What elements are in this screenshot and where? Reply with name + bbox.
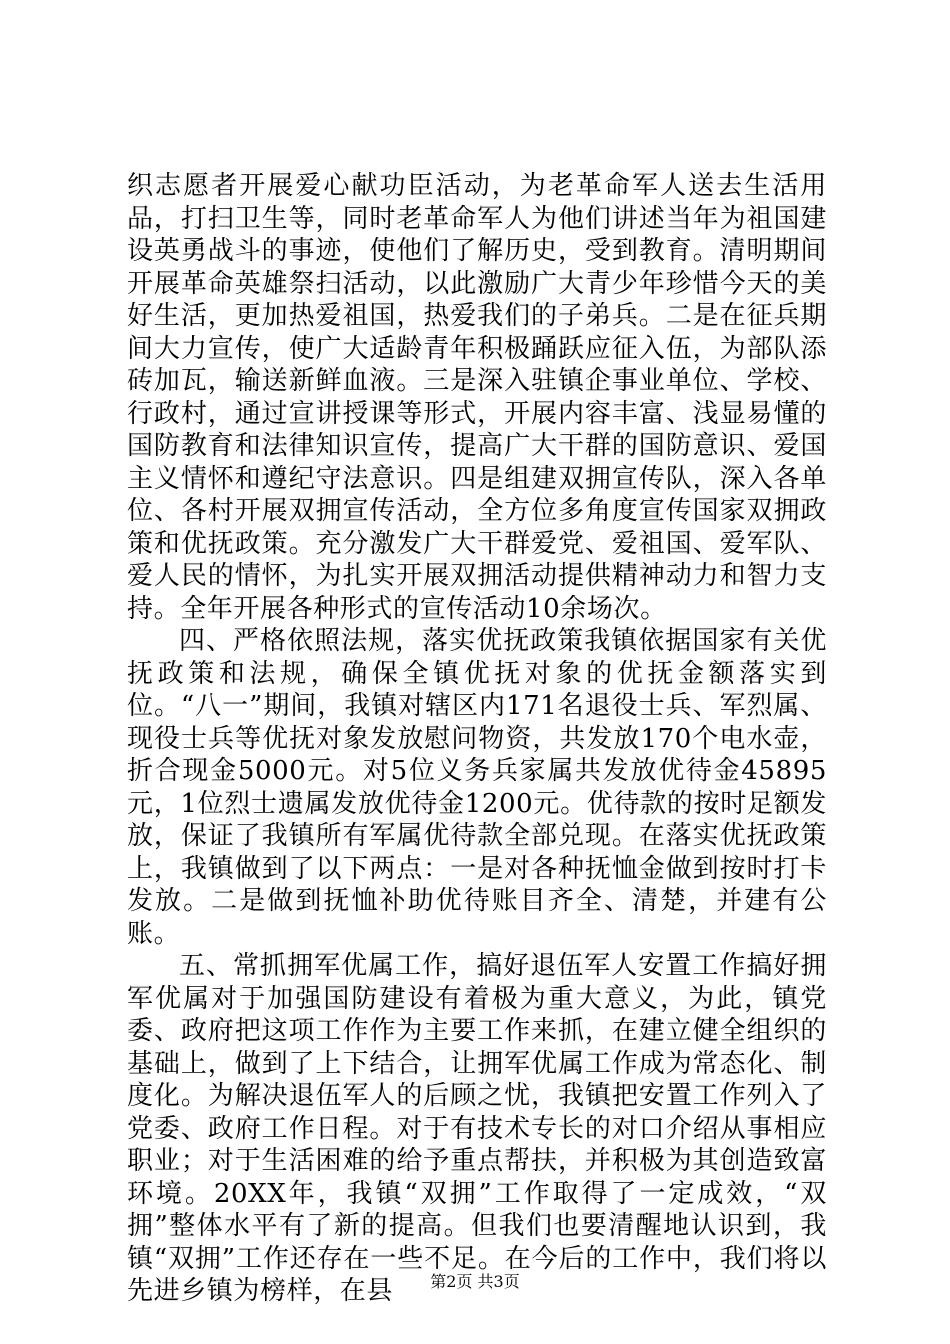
page-footer: 第2页 共3页 xyxy=(430,1272,520,1291)
paragraph-section-four: 四、严格依照法规，落实优抚政策我镇依据国家有关优抚政策和法规，确保全镇优抚对象的优抚金额落实到位。“八一”期间，我镇对辖区内171名退役士兵、军烈属、现役士兵等优抚对象发放慰问物资，共发放170个电水壶，折合现金5000元。对5位义务兵家属共发放优待金45895元，1位烈士遗属发放优待金1200元。优待款的按时足额发放，保证了我镇所有军属优待款全部兑现。在落实优抚政策上，我镇做到了以下两点：一是对各种抚恤金做到按时打卡发放。二是做到抚恤补助优待账目齐全、清楚，并建有公账。 xyxy=(127,626,827,949)
document-body xyxy=(127,170,827,1308)
paragraph-section-five: 五、常抓拥军优属工作，搞好退伍军人安置工作搞好拥军优属对于加强国防建设有着极为重大意义，为此，镇党委、政府把这项工作作为主要工作来抓，在建立健全组织的基础上，做到了上下结合，让拥军优属工作成为常态化、制度化。为解决退伍军人的后顾之忧，我镇把安置工作列入了党委、政府工作日程。对于有技术专长的对口介绍从事相应职业；对于生活困难的给予重点帮扶，并积极为其创造致富环境。20XX年，我镇“双拥”工作取得了一定成效，“双拥”整体水平有了新的提高。但我们也要清醒地认识到，我镇“双拥”工作还存在一些不足。在今后的工作中，我们将以先进乡镇为榜样，在县 xyxy=(127,951,827,1306)
paragraph-continuation: 织志愿者开展爱心献功臣活动，为老革命军人送去生活用品，打扫卫生等，同时老革命军人为他们讲述当年为祖国建设英勇战斗的事迹，使他们了解历史，受到教育。清明期间开展革命英雄祭扫活动，以此激励广大青少年珍惜今天的美好生活，更加热爱祖国，热爱我们的子弟兵。二是在征兵期间大力宣传，使广大适龄青年积极踊跃应征入伍，为部队添砖加瓦，输送新鲜血液。三是深入驻镇企事业单位、学校、行政村，通过宣讲授课等形式，开展内容丰富、浅显易懂的国防教育和法律知识宣传，提高广大干群的国防意识、爱国主义情怀和遵纪守法意识。四是组建双拥宣传队，深入各单位、各村开展双拥宣传活动，全方位多角度宣传国家双拥政策和优抚政策。充分激发广大干群爱党、爱祖国、爱军队、爱人民的情怀，为扎实开展双拥活动提供精神动力和智力支持。全年开展各种形式的宣传活动10余场次。 xyxy=(127,171,827,624)
